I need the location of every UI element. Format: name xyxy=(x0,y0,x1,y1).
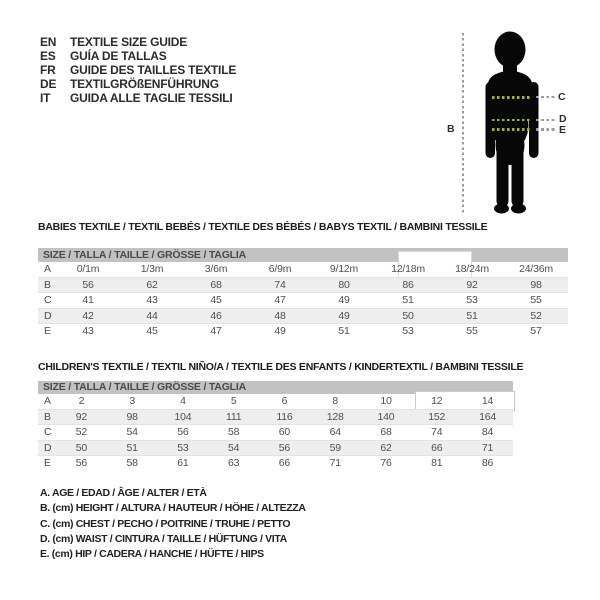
size-row-D xyxy=(38,308,568,324)
size-cell: 3/6m xyxy=(204,263,228,275)
row-label: B xyxy=(38,277,56,293)
size-cell: 63 xyxy=(228,457,240,469)
size-cell: 56 xyxy=(56,277,120,293)
size-cell: 42 xyxy=(56,308,120,324)
size-cell: 43 xyxy=(82,325,94,337)
size-cell: 92 xyxy=(56,409,107,425)
babies-size-header: SIZE / TALLA / TAILLE / GRÖSSE / TAGLIA xyxy=(38,248,568,262)
size-cell: 60 xyxy=(278,426,291,438)
language-label: GUÍA DE TALLAS xyxy=(70,49,167,63)
size-row-E xyxy=(38,456,513,471)
hip-measure-line xyxy=(492,128,531,131)
size-cell: 104 xyxy=(158,409,209,425)
size-cell: 116 xyxy=(259,409,310,425)
size-cell: 50 xyxy=(56,440,107,456)
row-label: A xyxy=(44,263,51,275)
size-cell: 64 xyxy=(329,426,341,438)
size-cell: 61 xyxy=(177,457,189,469)
language-label: GUIDA ALLE TAGLIE TESSILI xyxy=(70,91,233,105)
legend-height: B. (cm) HEIGHT / ALTURA / HAUTEUR / HÖHE / ALTEZZA xyxy=(40,502,306,515)
size-cell: 55 xyxy=(466,325,478,337)
size-cell: 41 xyxy=(82,294,94,306)
babies-section-title: BABIES TEXTILE / TEXTIL BEBÉS / TEXTILE DES BÉBÉS / BABYS TEXTIL / BAMBINI TESSILE xyxy=(38,221,488,233)
size-cell: 92 xyxy=(440,277,504,293)
size-cell: 59 xyxy=(310,440,361,456)
size-cell: 51 xyxy=(338,325,350,337)
size-row-E xyxy=(38,324,568,339)
size-cell: 140 xyxy=(361,409,412,425)
language-code: IT xyxy=(40,91,51,105)
legend-hip: E. (cm) HIP / CADERA / HANCHE / HÜFTE / HIPS xyxy=(40,548,264,561)
size-cell: 76 xyxy=(380,457,392,469)
size-cell: 52 xyxy=(75,426,88,438)
size-cell: 44 xyxy=(120,308,184,324)
language-code: FR xyxy=(40,63,56,77)
chest-guide-dashes xyxy=(536,96,555,98)
size-cell: 12 xyxy=(431,395,443,407)
size-cell: 57 xyxy=(530,325,542,337)
hip-measure-label: E xyxy=(559,123,567,136)
size-cell: 24/36m xyxy=(519,263,553,275)
waist-guide-dashes xyxy=(536,119,555,121)
language-row-es xyxy=(40,49,236,63)
size-cell: 58 xyxy=(228,426,240,438)
size-row-B xyxy=(38,409,513,425)
children-size-header: SIZE / TALLA / TAILLE / GRÖSSE / TAGLIA xyxy=(38,381,513,394)
size-cell: 84 xyxy=(481,426,494,438)
language-row-fr xyxy=(40,63,236,77)
size-cell: 164 xyxy=(462,409,513,425)
row-label: B xyxy=(38,409,56,425)
size-cell: 2 xyxy=(78,395,85,407)
size-row-C xyxy=(38,293,568,309)
row-label: C xyxy=(44,426,52,438)
size-cell: 10 xyxy=(380,395,392,407)
legend-waist: D. (cm) WAIST / CINTURA / TAILLE / HÜFTUNG / VITA xyxy=(40,532,287,545)
size-cell: 51 xyxy=(440,308,504,324)
size-cell: 62 xyxy=(361,440,412,456)
size-cell: 111 xyxy=(208,409,259,425)
size-cell: 47 xyxy=(210,325,222,337)
size-cell: 56 xyxy=(177,426,189,438)
size-cell: 66 xyxy=(278,457,291,469)
size-cell: 80 xyxy=(312,277,376,293)
size-cell: 128 xyxy=(310,409,361,425)
language-label: TEXTILE SIZE GUIDE xyxy=(70,35,188,49)
size-cell: 66 xyxy=(411,440,462,456)
measurement-legend xyxy=(40,486,306,562)
size-cell: 43 xyxy=(146,294,158,306)
size-cell: 68 xyxy=(380,426,392,438)
size-cell: 3 xyxy=(129,395,135,407)
language-code: ES xyxy=(40,49,56,63)
size-cell: 49 xyxy=(312,308,376,324)
size-cell: 47 xyxy=(274,294,286,306)
language-label: GUIDE DES TAILLES TEXTILE xyxy=(70,63,237,77)
size-cell: 53 xyxy=(402,325,414,337)
size-row-A xyxy=(38,262,568,277)
size-cell: 45 xyxy=(146,325,158,337)
waist-measure-label: D xyxy=(559,113,567,125)
row-label: D xyxy=(38,440,56,456)
size-cell: 50 xyxy=(376,308,440,324)
size-cell: 56 xyxy=(75,457,88,469)
size-cell: 0/1m xyxy=(76,263,100,275)
size-cell: 14 xyxy=(481,395,494,407)
size-cell: 6/9m xyxy=(268,263,292,275)
child-silhouette xyxy=(482,30,542,214)
size-cell: 49 xyxy=(338,294,350,306)
size-cell: 6 xyxy=(281,395,288,407)
size-cell: 5 xyxy=(230,395,237,407)
size-row-C xyxy=(38,425,513,441)
legend-chest: C. (cm) CHEST / PECHO / POITRINE / TRUHE / PETTO xyxy=(40,517,291,530)
size-cell: 51 xyxy=(107,440,158,456)
size-cell: 81 xyxy=(431,457,443,469)
children-table xyxy=(38,381,513,471)
babies-size-table xyxy=(38,262,568,339)
row-label: C xyxy=(44,294,52,306)
row-label: D xyxy=(38,308,56,324)
size-cell: 74 xyxy=(248,277,312,293)
language-row-de xyxy=(40,77,236,91)
row-label: E xyxy=(44,457,51,469)
row-label: E xyxy=(44,325,51,337)
height-guide-dashed-line xyxy=(462,33,464,214)
language-row-en xyxy=(40,35,236,49)
size-cell: 49 xyxy=(274,325,286,337)
language-row-it xyxy=(40,91,236,105)
size-cell: 48 xyxy=(248,308,312,324)
size-cell: 53 xyxy=(466,294,478,306)
size-cell: 58 xyxy=(126,457,138,469)
size-cell: 71 xyxy=(462,440,513,456)
legend-age: A. AGE / EDAD / ÂGE / ALTER / ETÀ xyxy=(40,487,207,499)
hip-guide-dashes xyxy=(536,128,555,130)
size-cell: 54 xyxy=(126,426,138,438)
size-row-D xyxy=(38,440,513,456)
size-cell: 46 xyxy=(184,308,248,324)
size-cell: 62 xyxy=(120,277,184,293)
children-section-title: CHILDREN'S TEXTILE / TEXTIL NIÑO/A / TEXTILE DES ENFANTS / KINDERTEXTIL / BAMBINI TESSILE xyxy=(38,361,524,373)
size-cell: 45 xyxy=(210,294,222,306)
size-row-B xyxy=(38,277,568,293)
size-cell: 51 xyxy=(402,294,414,306)
size-cell: 86 xyxy=(481,457,494,469)
size-cell: 86 xyxy=(376,277,440,293)
size-cell: 71 xyxy=(329,457,341,469)
size-cell: 18/24m xyxy=(455,263,489,275)
language-code: EN xyxy=(40,35,57,49)
height-measure-label: B xyxy=(447,123,455,135)
size-cell: 152 xyxy=(411,409,462,425)
language-label: TEXTILGRÖßENFÜHRUNG xyxy=(70,77,219,91)
chest-measure-line xyxy=(492,96,531,99)
size-cell: 68 xyxy=(184,277,248,293)
size-cell: 53 xyxy=(158,440,209,456)
language-code: DE xyxy=(40,77,57,91)
row-label: A xyxy=(44,395,51,407)
size-cell: 8 xyxy=(332,395,339,407)
size-row-A xyxy=(38,394,513,409)
babies-table xyxy=(38,248,568,339)
size-cell: 4 xyxy=(180,395,186,407)
size-cell: 52 xyxy=(504,308,568,324)
chest-measure-label: C xyxy=(558,91,566,103)
size-cell: 12/18m xyxy=(391,263,425,275)
waist-measure-line xyxy=(492,119,532,122)
language-list xyxy=(40,35,236,105)
size-cell: 54 xyxy=(208,440,259,456)
size-cell: 56 xyxy=(259,440,310,456)
size-cell: 55 xyxy=(530,294,542,306)
size-cell: 1/3m xyxy=(140,263,164,275)
children-size-table xyxy=(38,394,513,471)
size-cell: 9/12m xyxy=(329,263,359,275)
size-cell: 98 xyxy=(504,277,568,293)
size-cell: 98 xyxy=(107,409,158,425)
size-cell: 74 xyxy=(431,426,443,438)
